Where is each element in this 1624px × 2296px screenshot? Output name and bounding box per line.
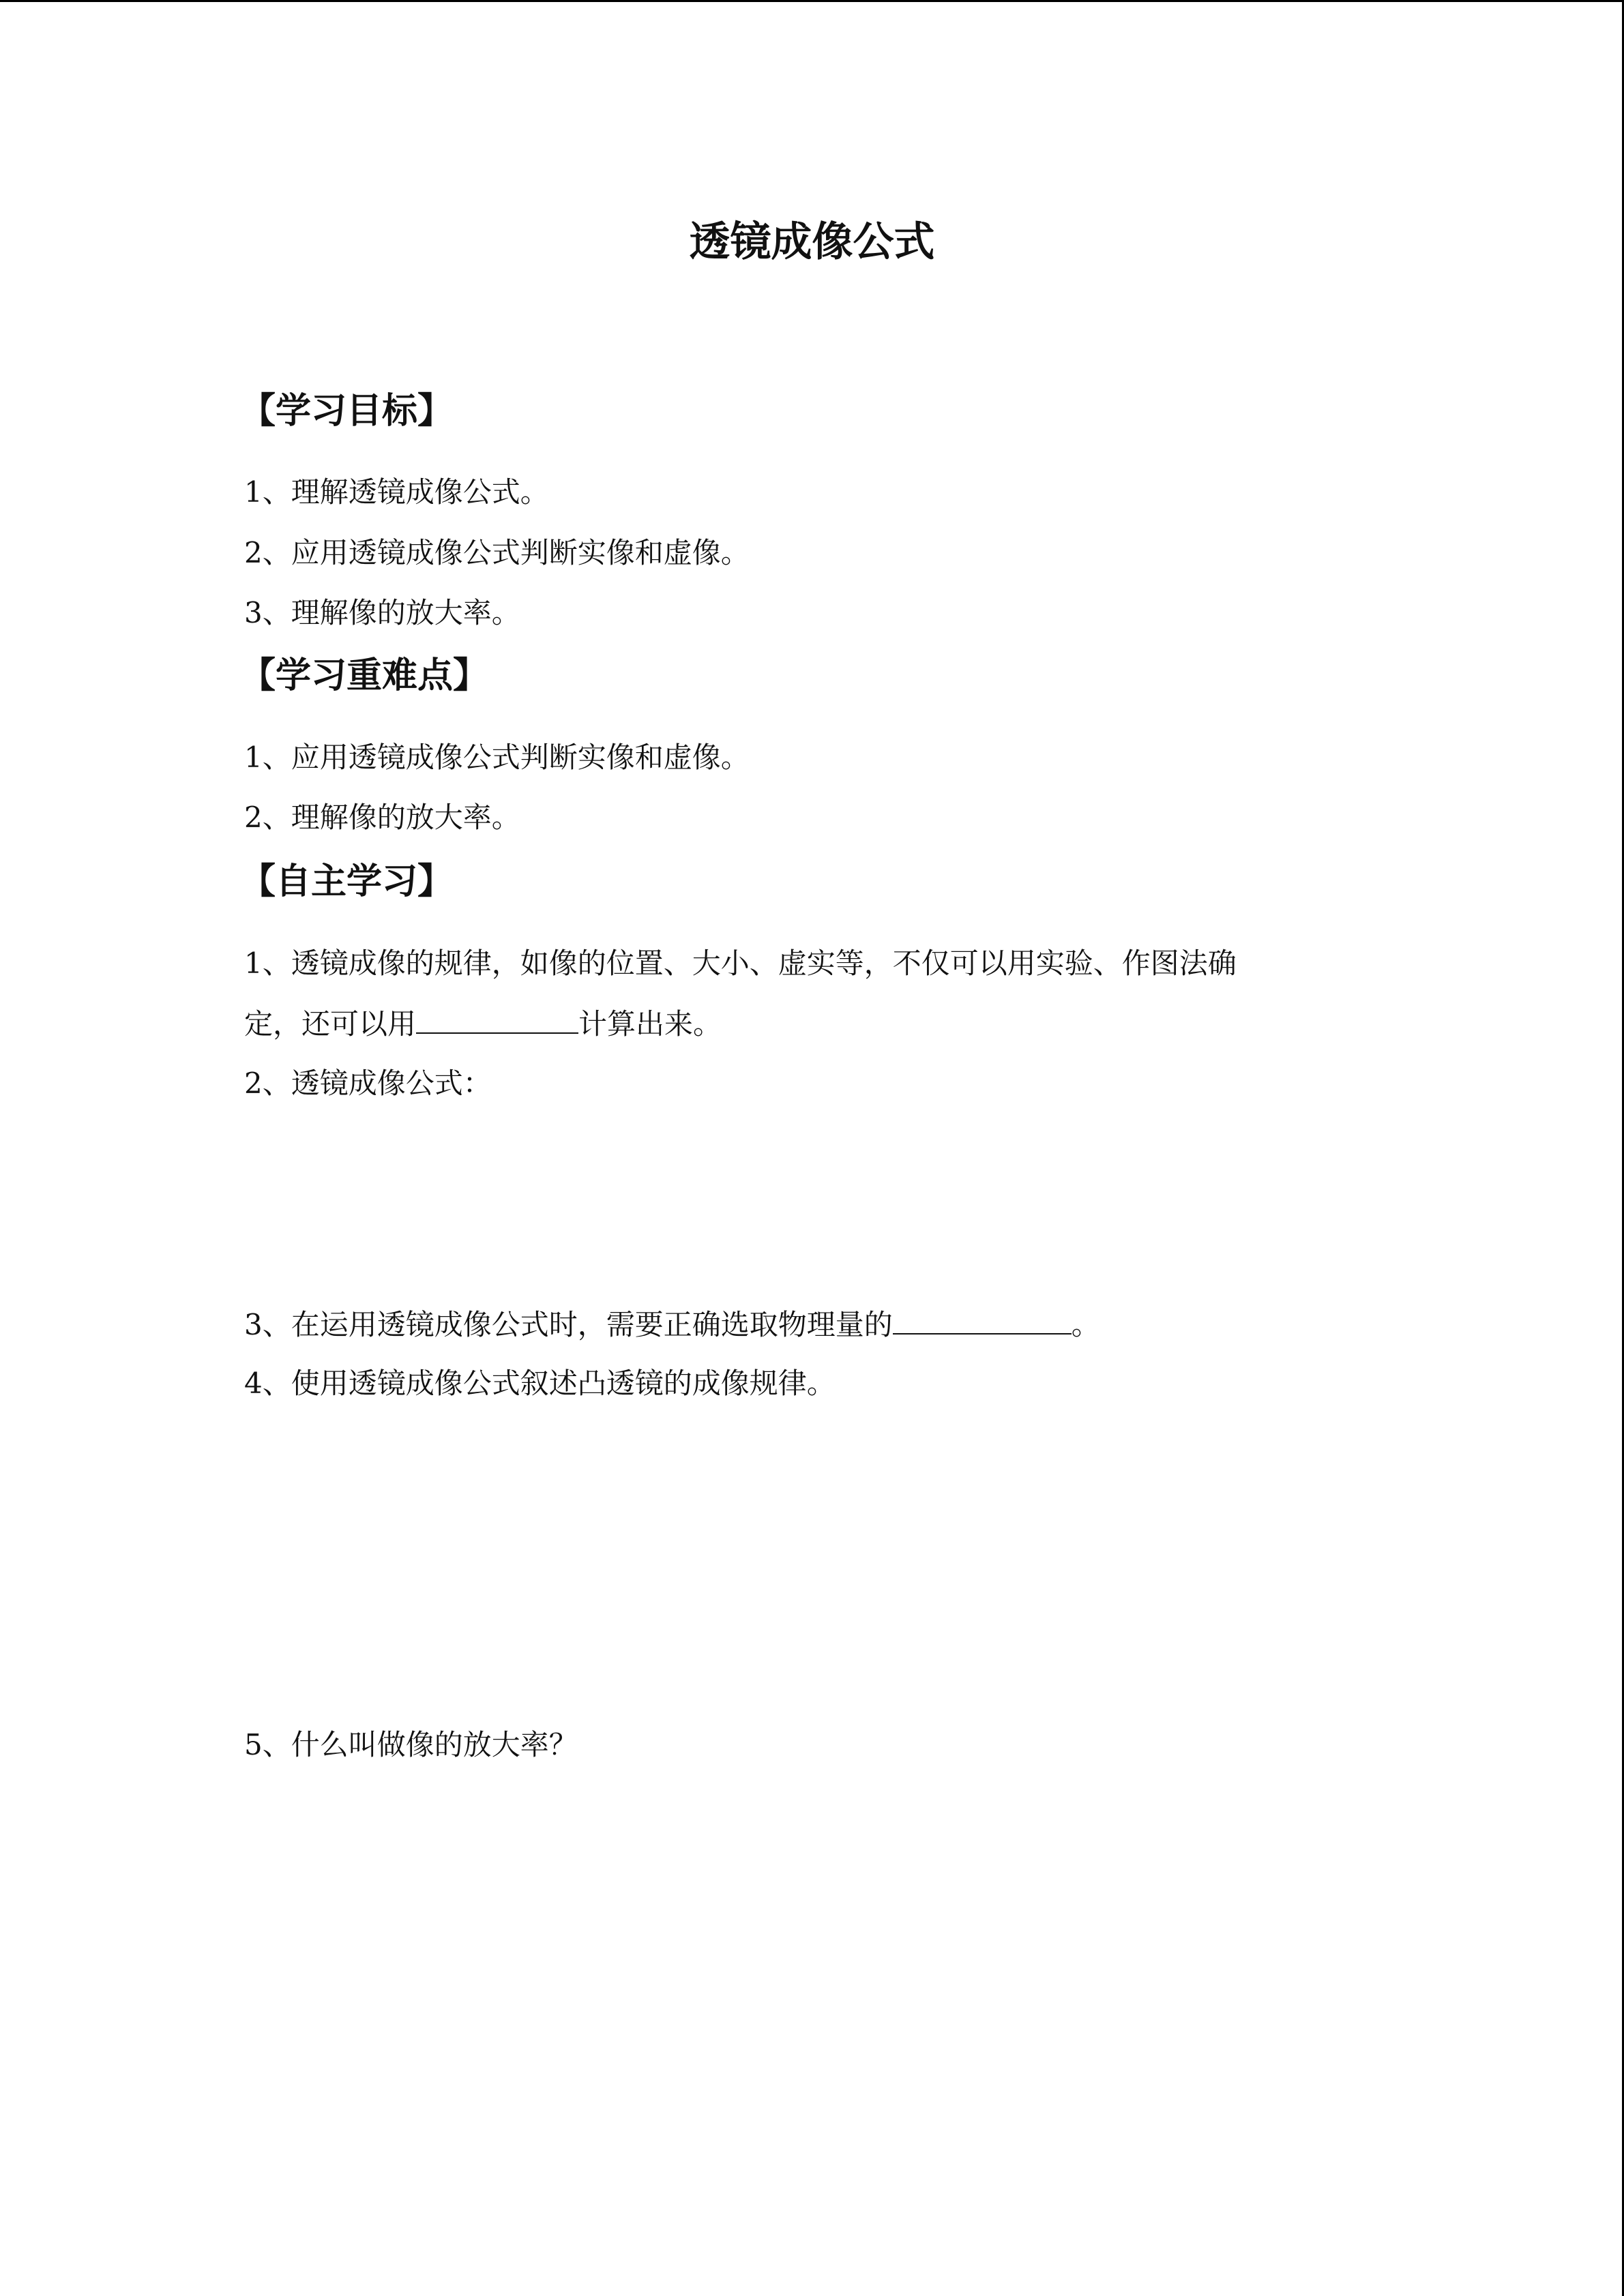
section-heading-key-points: 【学习重难点】 — [240, 655, 489, 696]
key-point-item-1: 1、应用透镜成像公式判断实像和虚像。 — [244, 741, 750, 774]
fill-in-blank-2 — [893, 1303, 1072, 1335]
question-1-text-after-blank: 计算出来。 — [578, 1007, 722, 1041]
question-4: 4、使用透镜成像公式叙述凸透镜的成像规律。 — [244, 1367, 836, 1400]
question-1-text-before-blank: 定，还可以用 — [244, 1007, 417, 1041]
question-5: 5、什么叫做像的放大率？ — [244, 1728, 578, 1761]
goal-item-3: 3、理解像的放大率。 — [244, 596, 520, 629]
question-3 — [244, 1303, 1100, 1345]
section-heading-learning-goals: 【学习目标】 — [240, 391, 454, 432]
question-3-text-before-blank: 3、在运用透镜成像公式时，需要正确选取物理量的 — [244, 1308, 893, 1341]
question-1-line-1: 1、透镜成像的规律，如像的位置、大小、虚实等，不仅可以用实验、作图法确 — [244, 946, 1237, 980]
fill-in-blank-1 — [416, 1002, 578, 1034]
page-title: 透镜成像公式 — [689, 218, 935, 266]
goal-item-1: 1、理解透镜成像公式。 — [244, 475, 549, 509]
goal-item-2: 2、应用透镜成像公式判断实像和虚像。 — [244, 536, 750, 569]
key-point-item-2: 2、理解像的放大率。 — [244, 801, 520, 834]
question-1-line-2 — [244, 1002, 722, 1045]
section-heading-self-study: 【自主学习】 — [240, 861, 454, 902]
question-2: 2、透镜成像公式： — [244, 1067, 492, 1100]
question-3-text-after-blank: 。 — [1071, 1308, 1100, 1341]
